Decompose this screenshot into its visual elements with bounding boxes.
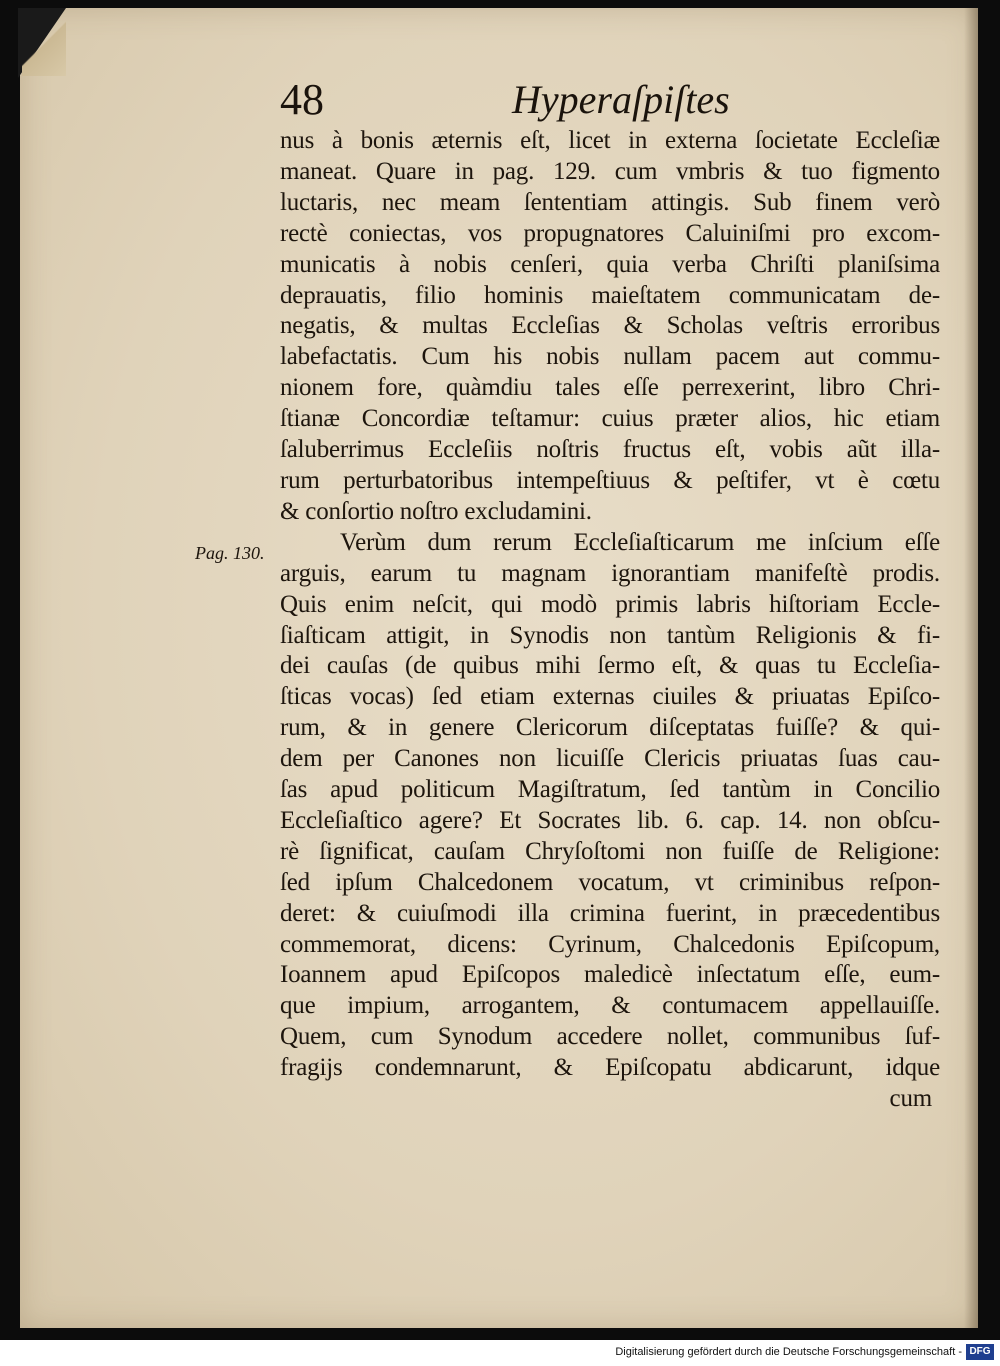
text-line: rè ſignificat, cauſam Chryſoſtomi non fuiſſe de Religione: bbox=[280, 837, 940, 865]
text-line: ſticas vocas) ſed etiam externas ciuiles & priuatas Epiſco- bbox=[280, 683, 940, 711]
text-line: rum, & in genere Clericorum diſceptatas fuiſſe? & qui- bbox=[280, 714, 940, 742]
text-line: Quem, cum Synodum accedere nollet, communibus ſuf- bbox=[280, 1023, 940, 1051]
running-title: Hyperaſpiſtes bbox=[512, 77, 730, 122]
text-line: fragijs condemnarunt, & Epiſcopatu abdicarunt, idque bbox=[280, 1054, 940, 1082]
page-corner-fold bbox=[22, 14, 66, 76]
text-line: nus à bonis æternis eſt, licet in externa ſocietate Eccleſiæ bbox=[280, 127, 940, 154]
text-line: ſas apud politicum Magiſtratum, ſed tantùm in Concilio bbox=[280, 776, 940, 804]
text-line: dei cauſas (de quibus mihi ſermo eſt, & quas tu Eccleſia- bbox=[280, 652, 940, 680]
text-line: ſtianæ Concordiæ teſtamur: cuius præter alios, hic etiam bbox=[280, 405, 940, 433]
text-line: que impium, arrogantem, & contumacem appellauiſſe. bbox=[280, 992, 940, 1020]
text-line: commemorat, dicens: Cyrinum, Chalcedonis Epiſcopum, bbox=[280, 930, 940, 958]
text-line: deret: & cuiuſmodi illa crimina fuerint, in præcedentibus bbox=[280, 899, 940, 927]
text-line: ſiaſticam attigit, in Synodis non tantùm Religionis & fi- bbox=[280, 621, 940, 649]
text-line: deprauatis, filio hominis maieſtatem communicatam de- bbox=[280, 281, 940, 309]
text-line: arguis, earum tu magnam ignorantiam manifeſtè prodis. bbox=[280, 559, 940, 587]
dfg-logo: DFG bbox=[966, 1344, 994, 1360]
catchword: cum bbox=[889, 1085, 932, 1113]
page-number: 48 bbox=[280, 75, 324, 124]
margin-note: Pag. 130. bbox=[195, 543, 265, 563]
paragraph-start-line: Verùm dum rerum Eccleſiaſticarum me inſcium eſſe bbox=[340, 528, 940, 556]
text-line: dem per Canones non licuiſſe Clericis priuatas ſuas cau- bbox=[280, 745, 940, 773]
text-line: labefactatis. Cum his nobis nullam pacem aut commu- bbox=[280, 343, 940, 371]
text-line: ſaluberrimus Eccleſiis noſtris fructus eſt, vobis aũt illa- bbox=[280, 436, 940, 464]
binding-edge-shadow bbox=[964, 8, 978, 1328]
text-line: rectè coniectas, vos propugnatores Caluiniſmi pro excom- bbox=[280, 219, 940, 247]
text-line: Quis enim neſcit, qui modò primis labris hiſtoriam Eccle- bbox=[280, 590, 940, 618]
text-line: Ioannem apud Epiſcopos maledicè inſectatum eſſe, eum- bbox=[280, 961, 940, 989]
body-text bbox=[280, 126, 940, 1115]
text-line: luctaris, nec meam ſententiam attingis. Sub finem verò bbox=[280, 188, 940, 216]
text-line: ſed ipſum Chalcedonem vocatum, vt criminibus reſpon- bbox=[280, 868, 940, 896]
text-line: maneat. Quare in pag. 129. cum vmbris & tuo figmento bbox=[280, 157, 940, 185]
text-line: municatis à nobis cenſeri, quia verba Chriſti planiſsima bbox=[280, 250, 940, 278]
text-line: nionem fore, quàmdiu tales eſſe perrexerint, libro Chri- bbox=[280, 374, 940, 402]
digitization-footer bbox=[0, 1340, 1000, 1366]
funding-credit: Digitalisierung gefördert durch die Deutsche Forschungsgemeinschaft - bbox=[615, 1346, 962, 1358]
text-line: & conſortio noſtro excludamini. bbox=[280, 497, 592, 525]
text-line: Eccleſiaſtico agere? Et Socrates lib. 6. cap. 14. non obſcu- bbox=[280, 806, 940, 834]
text-line: negatis, & multas Eccleſias & Scholas veſtris erroribus bbox=[280, 312, 940, 340]
text-line: rum perturbatoribus intempeſtiuus & peſtifer, vt è cœtu bbox=[280, 466, 940, 494]
